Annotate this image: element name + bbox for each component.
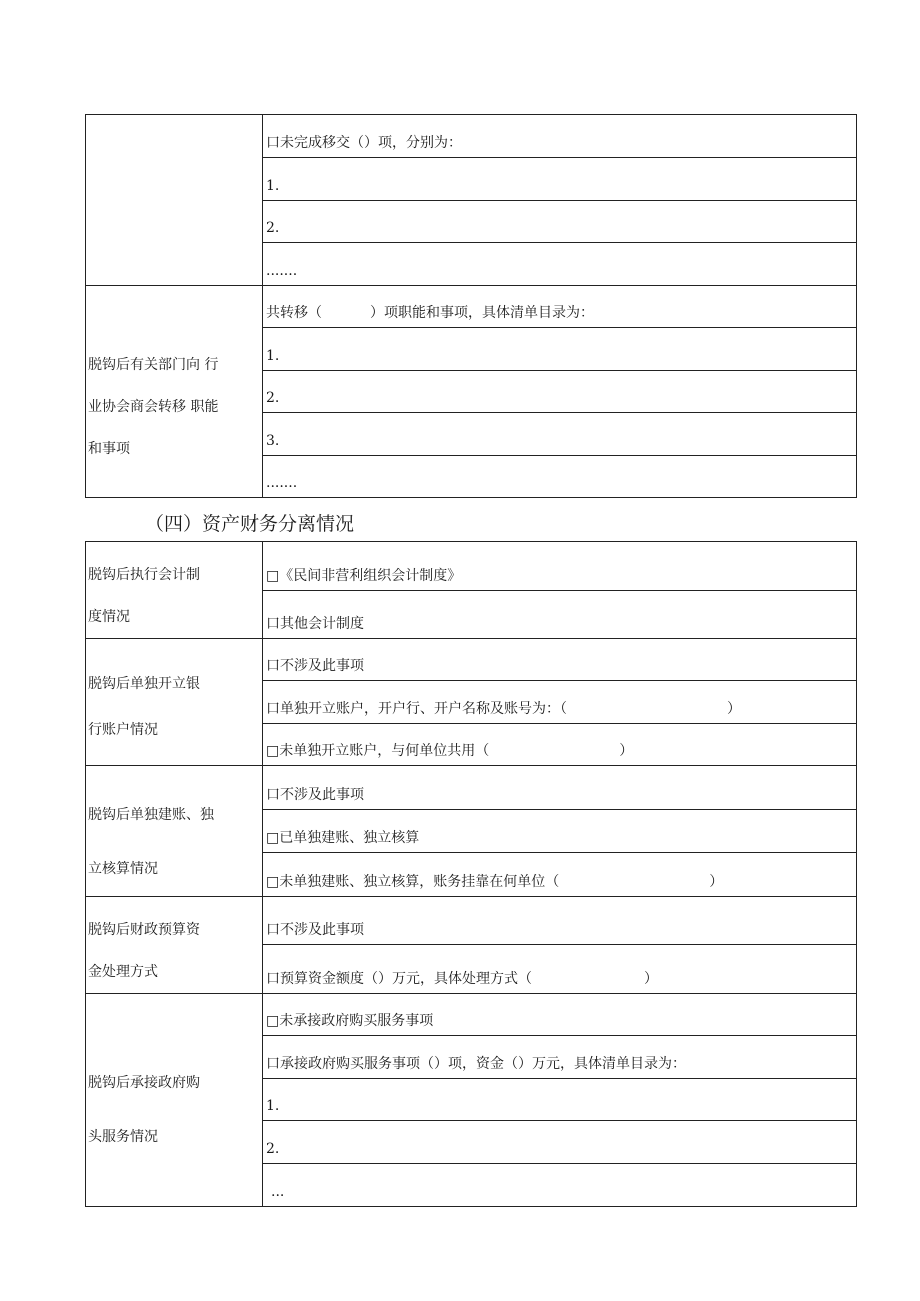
section-title: （四）资产财务分离情况 (145, 513, 355, 535)
procurement-item-2: 2. (263, 1121, 857, 1164)
bank-label: 脱钩后单独开立银 行账户情况 (86, 639, 263, 766)
untransferred-item-2: 2. (263, 201, 857, 243)
transfer-summary-row: 共转移（ ）项职能和事项，具体清单目录为： (263, 286, 857, 328)
books-option-na: 口不涉及此事项 (263, 766, 857, 810)
procurement-label: 脱钩后承接政府购 头服务情况 (86, 994, 263, 1207)
untransferred-row: 口未完成移交（）项，分别为： (263, 115, 857, 158)
transfer-label: 脱钩后有关部门向 行 业协会商会转移 职能 和事项 (86, 286, 263, 498)
budget-label: 脱钩后财政预算资 金处理方式 (86, 897, 263, 994)
bank-option-separate: 口单独开立账户，开户行、开户名称及账号为：（ ） (263, 681, 857, 724)
accounting-option-npo: □《民间非营利组织会计制度》 (263, 542, 857, 591)
finance-table (85, 541, 857, 1207)
bank-option-na: 口不涉及此事项 (263, 639, 857, 681)
empty-label-cell (86, 115, 263, 286)
bank-option-shared: □未单独开立账户，与何单位共用（ ） (263, 724, 857, 766)
untransferred-item-1: 1. (263, 158, 857, 201)
transfer-item-2: 2. (263, 371, 857, 413)
budget-option-amount: 口预算资金额度（）万元，具体处理方式（ ） (263, 944, 857, 993)
transfer-item-3: 3. (263, 413, 857, 456)
books-label: 脱钩后单独建账、独 立核算情况 (86, 766, 263, 897)
transfer-ellipsis: ....... (263, 456, 857, 498)
procurement-ellipsis: ... (263, 1164, 857, 1207)
procurement-option-none: □未承接政府购买服务事项 (263, 994, 857, 1036)
budget-option-na: 口不涉及此事项 (263, 897, 857, 945)
books-option-attached: □未单独建账、独立核算，账务挂靠在何单位（ ） (263, 852, 857, 896)
accounting-label: 脱钩后执行会计制 度情况 (86, 542, 263, 639)
untransferred-ellipsis: ....... (263, 243, 857, 286)
transfer-table (85, 114, 857, 498)
procurement-option-undertaken: 口承接政府购买服务事项（）项，资金（）万元，具体清单目录为： (263, 1036, 857, 1079)
books-option-separate: □已单独建账、独立核算 (263, 810, 857, 853)
accounting-option-other: 口其他会计制度 (263, 590, 857, 639)
transfer-item-1: 1. (263, 328, 857, 371)
procurement-item-1: 1. (263, 1079, 857, 1121)
